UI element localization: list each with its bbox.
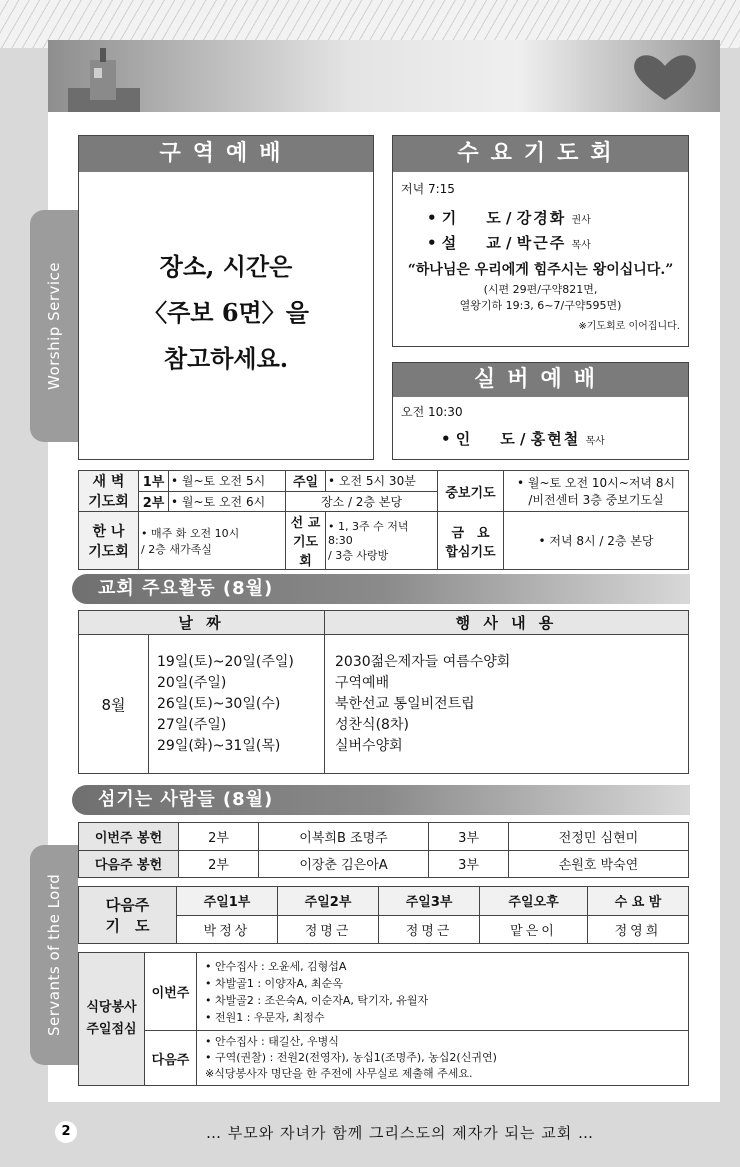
activities-col-event: 행 사 내 용 [325,611,689,635]
dining-next-item: • 안수집사 : 태길산, 우병식 [205,1035,339,1048]
district-worship-title: 구역예배 [79,136,373,172]
prayer-name-cell: 정명근 [379,915,480,944]
prayer-schedule-table [78,470,689,569]
offering-table [78,822,689,878]
prayer-col-header: 수 요 밤 [587,887,688,916]
friday-prayer-label: 금 요 합심기도 [438,512,504,570]
prayer-name-cell: 정명근 [278,915,379,944]
offering-service: 2부 [179,823,259,851]
intercession-detail-1: • 월~토 오전 10시~저녁 8시 [516,476,676,490]
dawn-sunday-label: 주일 [286,471,326,492]
activities-month: 8월 [79,635,149,774]
side-tab-worship [30,210,78,442]
dining-service-table [78,952,689,1086]
activity-date: 27일(주일) [157,716,227,733]
prayer-col-header: 주일2부 [278,887,379,916]
intercession-label: 중보기도 [438,471,504,512]
dawn-prayer-label: 새 벽 기도회 [79,471,139,512]
activity-date: 19일(토)~20일(주일) [157,653,294,670]
hana-prayer-label: 한 나 기도회 [79,512,139,570]
activity-date: 29일(화)~31일(목) [157,737,281,754]
dining-next-item: • 구역(권찰) : 전원2(전영자), 농십1(조명주), 농십2(신귀연) [205,1051,497,1064]
dawn-part-2-time: • 월~토 오전 6시 [169,491,286,512]
activity-event: 구역예배 [335,674,390,691]
prayer-name-cell: 박정상 [177,915,278,944]
dining-next-item: ※식당봉사자 명단을 한 주전에 사무실로 제출해 주세요. [205,1067,473,1080]
activity-date: 20일(주일) [157,674,227,691]
wednesday-ref-1: (시편 29편/구약821면, [483,283,598,296]
sermon-label: • 설 교 / [427,234,512,252]
prayer-row-label: 다음주 기 도 [79,887,177,944]
offering-label-next-week: 다음주 봉헌 [79,850,179,878]
dawn-part-1-time: • 월~토 오전 5시 [169,471,286,492]
district-worship-box [78,135,374,460]
dining-this-item: • 차발골2 : 조은숙A, 이순자A, 탁기자, 유월자 [205,993,429,1007]
silver-leader-label: • 인 도 / [441,430,526,448]
wednesday-quote: “하나님은 우리에게 힘주시는 왕이십니다.” [407,262,674,278]
offering-names: 전정민 심현미 [509,823,689,851]
hana-detail-2: / 2층 새가족실 [141,542,212,556]
dining-label: 식당봉사 주일점심 [79,953,145,1086]
prayer-col-header: 주일1부 [177,887,278,916]
activity-event: 2030젊은제자들 여름수양회 [335,653,511,670]
prayer-name-cell: 정영희 [587,915,688,944]
dawn-part-1: 1부 [139,471,169,492]
wednesday-prayer-title: 수요기도회 [393,136,688,172]
offering-service: 3부 [429,823,509,851]
offering-names: 손원호 박숙연 [509,850,689,878]
wednesday-ref-2: 열왕기하 19:3, 6~7/구약595면) [459,299,622,312]
activities-table [78,610,689,774]
dawn-sunday-time: • 오전 5시 30분 [326,471,438,492]
hana-detail-1: • 매주 화 오전 10시 [141,526,240,540]
sermon-role: 목사 [571,240,591,251]
servants-section-title: 섬기는 사람들 (8월) [72,785,690,815]
church-tower-image [68,48,140,112]
offering-label-this-week: 이번주 봉헌 [79,823,179,851]
prayer-name-cell: 맡은이 [480,915,588,944]
district-line-1: 장소, 시간은 [159,252,293,281]
silver-leader-name: 홍현철 [530,430,581,448]
activity-event: 실버수양회 [335,737,403,754]
dining-this-week-label: 이번주 [145,953,197,1031]
silver-leader-role: 목사 [585,436,605,447]
intercession-detail-2: /비전센터 3층 중보기도실 [528,493,664,507]
header-banner [48,40,720,112]
offering-names: 이장춘 김은아A [259,850,429,878]
silver-worship-box [392,362,689,460]
heart-image [628,50,702,102]
prayer-role: 권사 [571,215,591,226]
prayer-label: • 기 도 / [427,209,512,227]
next-week-prayer-table [78,886,689,944]
activities-section-title: 교회 주요활동 (8월) [72,574,690,604]
mission-prayer-label: 선 교 기도회 [286,512,326,570]
prayer-name: 강경화 [516,209,567,227]
page-number: 2 [55,1121,77,1143]
activity-event: 성찬식(8차) [335,716,409,733]
district-line-3: 참고하세요. [163,344,289,373]
dining-this-item: • 안수집사 : 오윤세, 김형섭A [205,959,347,973]
wednesday-time: 저녁 7:15 [401,182,455,196]
activities-col-date: 날 짜 [79,611,325,635]
activity-date: 26일(토)~30일(수) [157,695,281,712]
prayer-col-header: 주일오후 [480,887,588,916]
district-line-2: 〈주보 6면〉을 [143,298,309,327]
offering-names: 이복희B 조명주 [259,823,429,851]
wednesday-prayer-box [392,135,689,347]
prayer-col-header: 주일3부 [379,887,480,916]
offering-service: 3부 [429,850,509,878]
dining-this-item: • 전원1 : 우문자, 최정수 [205,1010,325,1024]
side-tab-worship-label: Worship Service [45,262,63,391]
dining-next-week-label: 다음주 [145,1031,197,1086]
mission-detail-1: • 1, 3주 수 저녁 8:30 [328,520,409,547]
side-tab-servants-label: Servants of the Lord [45,873,63,1037]
silver-worship-title: 실버예배 [393,363,688,397]
mission-detail-2: / 3층 사랑방 [328,549,389,562]
dawn-part-2: 2부 [139,491,169,512]
dawn-place: 장소 / 2층 본당 [286,491,438,512]
offering-service: 2부 [179,850,259,878]
silver-time: 오전 10:30 [401,405,463,419]
activity-event: 북한선교 통일비전트립 [335,695,475,712]
footer-motto: … 부모와 자녀가 함께 그리스도의 제자가 되는 교회 … [206,1124,594,1142]
friday-detail: • 저녁 8시 / 2층 본당 [504,512,689,570]
sermon-name: 박근주 [516,234,567,252]
dining-this-item: • 차발골1 : 이양자A, 최순옥 [205,976,343,990]
side-tab-servants [30,845,78,1065]
wednesday-note: ※기도회로 이어집니다. [578,321,680,332]
